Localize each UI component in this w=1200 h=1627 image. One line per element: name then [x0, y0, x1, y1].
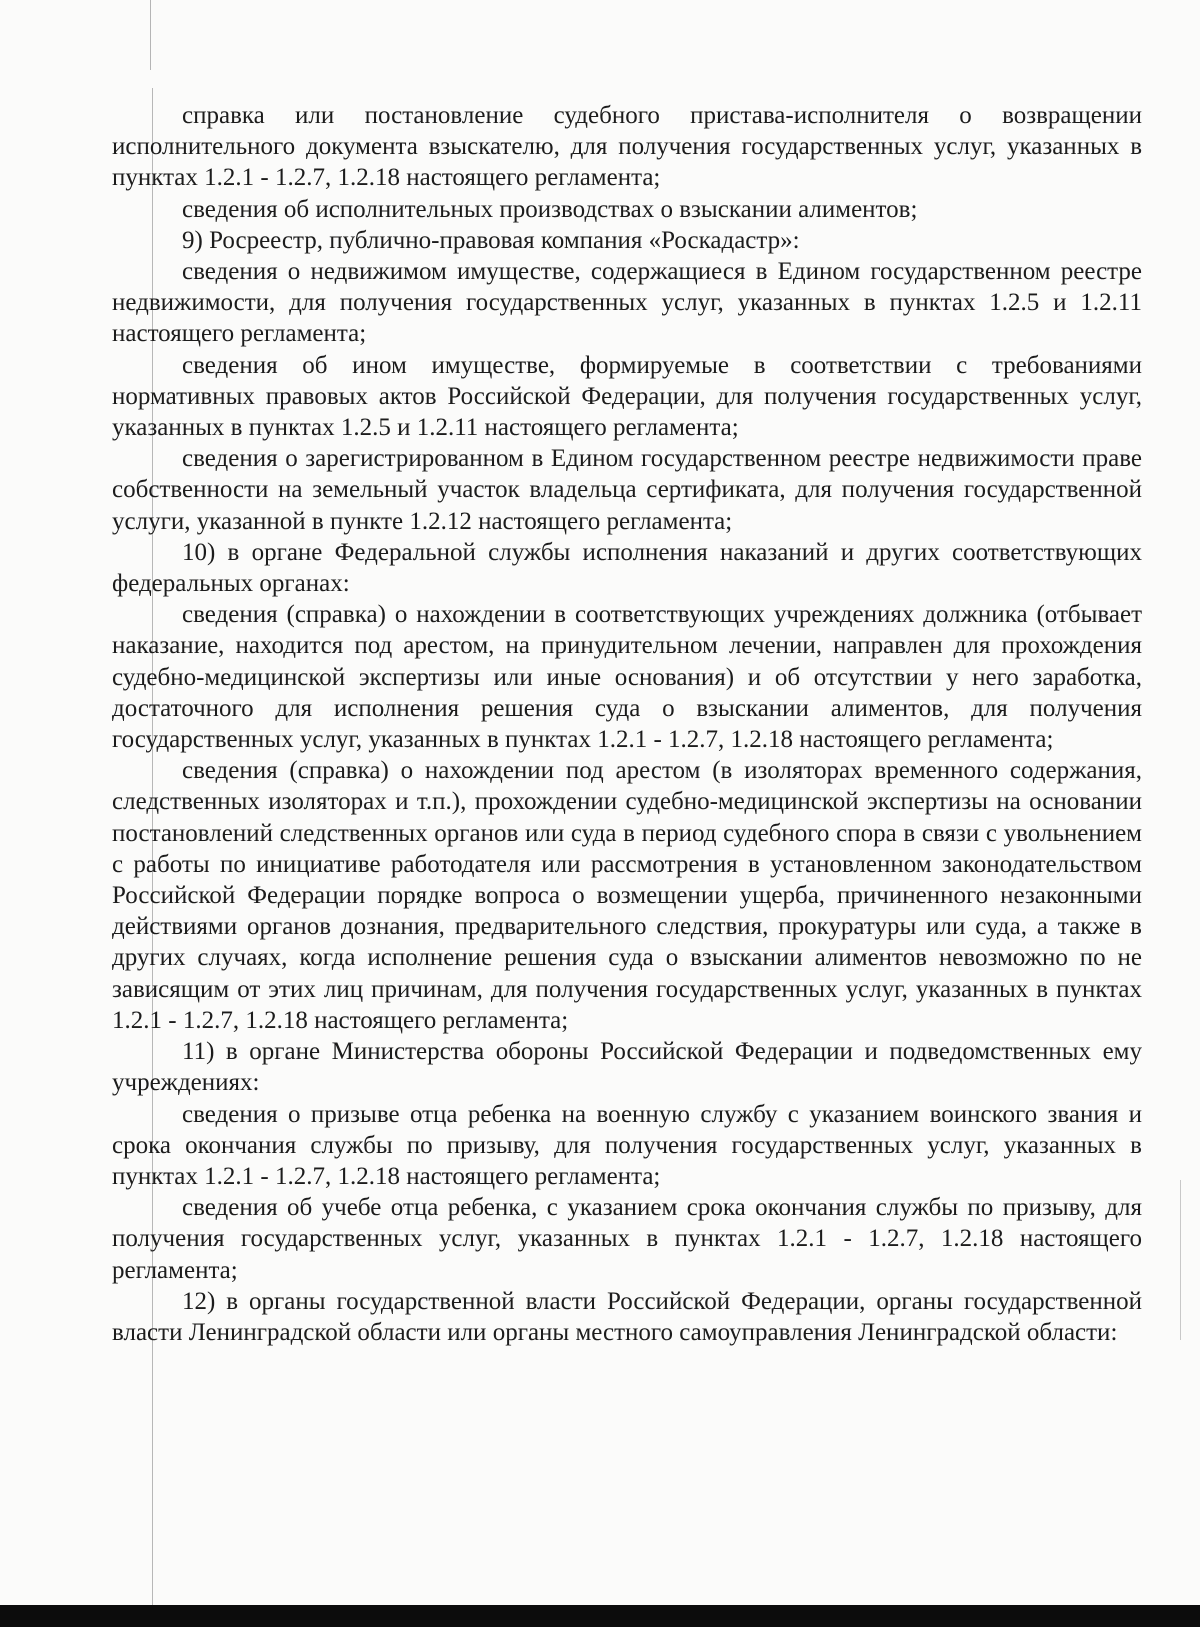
document-body — [112, 100, 1142, 1348]
paragraph-military-conscription-info: сведения о призыве отца ребенка на военную службу с указанием воинского звания и срока окончания службы по призыву, для получения государственных услуг, указанных в пунктах 1.2.1 - 1.2.7, 1.2.18 настоящего регламента; — [112, 1100, 1142, 1190]
paragraph-other-property-info: сведения об ином имуществе, формируемые в соответствии с требованиями нормативных правовых актов Российской Федерации, для получения государственных услуг, указанных в пунктах 1.2.5 и 1.2.11 настоящего регламента; — [112, 351, 1142, 442]
paragraph-study-info: сведения об учебе отца ребенка, с указанием срока окончания службы по призыву, для получения государственных услуг, указанных в пунктах 1.2.1 - 1.2.7, 1.2.18 настоящего регламента; — [112, 1194, 1142, 1284]
paragraph-item-10-heading: 10) в органе Федеральной службы исполнения наказаний и других соответствующих федеральных органах: — [112, 538, 1142, 598]
scan-crease-top — [150, 0, 151, 70]
scan-bottom-border — [0, 1605, 1200, 1627]
paragraph-debtor-custody-info: сведения (справка) о нахождении в соответствующих учреждениях должника (отбывает наказание, находится под арестом, на принудительном лечении, направлен для прохождения судебно-медицинской экспертизы или иные основания) и об отсутствии у него заработка, достаточного для исполнения решения суда о взыскании алиментов, для получения государственных услуг, указанных в пунктах 1.2.1 - 1.2.7, 1.2.18 настоящего регламента; — [112, 601, 1142, 754]
paragraph-land-ownership-info: сведения о зарегистрированном в Едином государственном реестре недвижимости праве собственности на земельный участок владельца сертификата, для получения государственной услуги, указанной в пункте 1.2.12 настоящего регламента; — [112, 445, 1142, 535]
paragraph-item-11-heading: 11) в органе Министерства обороны Российской Федерации и подведомственных ему учреждениях: — [112, 1038, 1142, 1097]
scan-edge-mark — [1180, 1180, 1181, 1340]
paragraph-item-9-heading: 9) Росреестр, публично-правовая компания «Роскадастр»: — [182, 226, 800, 254]
paragraph-arrest-info: сведения (справка) о нахождении под арестом (в изоляторах временного содержания, следственных изоляторах и т.п.), прохождении судебно-медицинской экспертизы на основании постановлений следственных органов или суда в период судебного спора в связи с увольнением с работы по инициативе работодателя или рассмотрения в установленном законодательством Российской Федерации порядке вопроса о возмещении ущерба, причиненного незаконными действиями органов дознания, предварительного следствия, прокуратуры или суда, а также в других случаях, когда исполнение решения суда о взыскании алиментов невозможно по не зависящим от этих лиц причинам, для получения государственных услуг, указанных в пунктах 1.2.1 - 1.2.7, 1.2.18 настоящего регламента; — [112, 757, 1142, 1034]
paragraph-real-estate-info: сведения о недвижимом имуществе, содержащиеся в Едином государственном реестре недвижимости, для получения государственных услуг, указанных в пунктах 1.2.5 и 1.2.11 настоящего регламента; — [112, 258, 1142, 348]
paragraph-bailiff-certificate: справка или постановление судебного пристава-исполнителя о возвращении исполнительного документа взыскателю, для получения государственных услуг, указанных в пунктах 1.2.1 - 1.2.7, 1.2.18 настоящего регламента; — [112, 102, 1142, 192]
paragraph-alimony-proceedings: сведения об исполнительных производствах о взыскании алиментов; — [182, 195, 918, 223]
paragraph-item-12-heading: 12) в органы государственной власти Российской Федерации, органы государственной власти Ленинградской области или органы местного самоуправления Ленинградской области: — [112, 1287, 1142, 1346]
